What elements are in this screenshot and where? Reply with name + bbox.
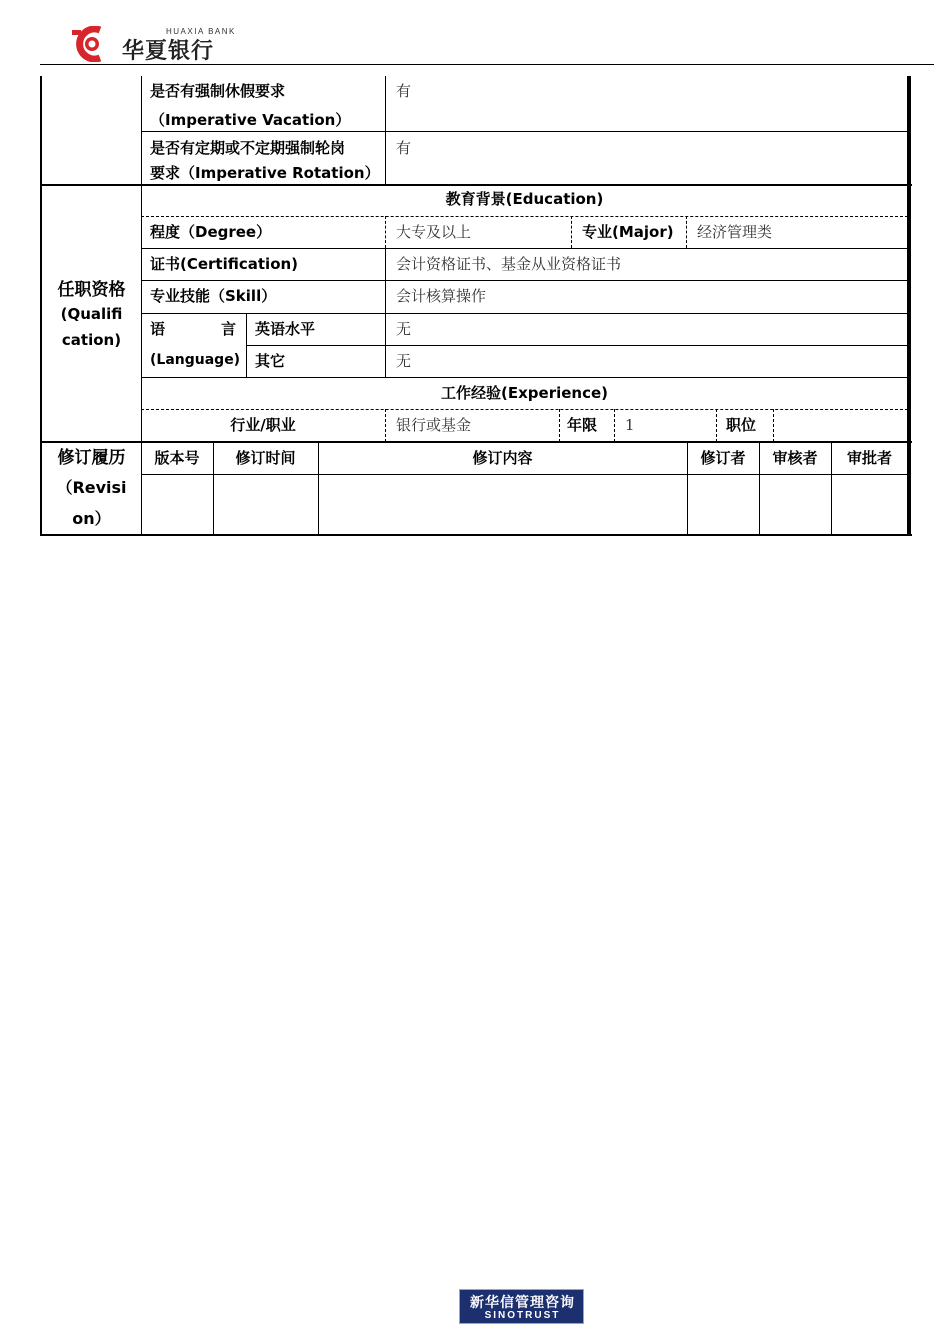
- revision-col-reviser: 修订者: [700, 449, 746, 467]
- revision-section-en-2: on）: [72, 509, 111, 528]
- section-divider: [40, 441, 912, 443]
- grid-line: [141, 76, 142, 184]
- vacation-label-en: （Imperative Vacation）: [150, 111, 351, 129]
- rotation-label-en: 要求（Imperative Rotation）: [150, 164, 380, 182]
- industry-label: 行业/职业: [230, 416, 296, 434]
- certification-value: 会计资格证书、基金从业资格证书: [396, 255, 622, 273]
- grid-line: [571, 216, 572, 248]
- grid-line: [141, 409, 908, 410]
- years-value: 1: [625, 416, 635, 434]
- grid-line: [385, 216, 386, 248]
- degree-label: 程度（Degree）: [150, 223, 272, 241]
- grid-line: [141, 280, 908, 281]
- rotation-value: 有: [396, 139, 412, 157]
- english-level-label: 英语水平: [255, 320, 316, 338]
- page-header: [0, 0, 950, 70]
- language-label-char2: 言: [221, 320, 237, 338]
- brand-name-cn: 华夏银行: [122, 39, 215, 64]
- revision-col-reviewer: 审核者: [772, 449, 818, 467]
- vacation-value: 有: [396, 82, 412, 100]
- footer-brand-en: SINOTRUST: [484, 1310, 561, 1321]
- table-bottom-border: [40, 534, 912, 536]
- header-divider: [40, 64, 934, 65]
- section-divider: [40, 184, 912, 186]
- revision-col-content: 修订内容: [472, 449, 533, 467]
- certification-label: 证书(Certification): [150, 255, 299, 273]
- grid-line: [686, 216, 687, 248]
- qualification-section-en-2: cation): [61, 331, 122, 349]
- grid-line: [385, 248, 386, 377]
- vacation-label: 是否有强制休假要求: [150, 82, 286, 100]
- grid-line: [141, 248, 908, 249]
- rotation-label: 是否有定期或不定期强制轮岗: [150, 139, 346, 157]
- revision-section-en-1: （Revisi: [56, 478, 127, 497]
- revision-section-title: 修订履历: [57, 448, 126, 468]
- grid-line: [141, 313, 908, 314]
- skill-label: 专业技能（Skill）: [150, 287, 277, 305]
- grid-line: [141, 131, 908, 132]
- other-language-value: 无: [396, 352, 412, 370]
- grid-line: [246, 313, 247, 377]
- grid-line: [773, 409, 774, 442]
- grid-line: [141, 216, 908, 217]
- grid-line: [716, 409, 717, 442]
- degree-value: 大专及以上: [396, 223, 472, 241]
- grid-line: [614, 409, 615, 442]
- grid-line: [141, 186, 142, 442]
- major-value: 经济管理类: [697, 223, 773, 241]
- qualification-section-title: 任职资格: [57, 280, 126, 300]
- language-label-char1: 语: [150, 320, 166, 338]
- grid-line: [246, 345, 908, 346]
- skill-value: 会计核算操作: [396, 287, 487, 305]
- revision-col-approver: 审批者: [846, 449, 892, 467]
- grid-line: [559, 409, 560, 442]
- grid-line: [385, 409, 386, 442]
- huaxia-bank-logo-icon: [70, 26, 114, 62]
- footer-brand-cn: 新华信管理咨询: [470, 1295, 575, 1311]
- revision-col-date: 修订时间: [235, 449, 296, 467]
- experience-header: 工作经验(Experience): [441, 384, 608, 402]
- sinotrust-logo: [459, 1289, 584, 1324]
- revision-col-version: 版本号: [154, 449, 200, 467]
- position-label: 职位: [726, 416, 757, 434]
- grid-line: [385, 76, 386, 184]
- qualification-section-en-1: (Qualifi: [60, 305, 123, 323]
- other-language-label: 其它: [255, 352, 286, 370]
- brand-name-en: HUAXIA BANK: [166, 27, 236, 36]
- table-right-border: [907, 76, 911, 536]
- grid-line: [141, 377, 908, 378]
- industry-value: 银行或基金: [396, 416, 472, 434]
- major-label: 专业(Major): [582, 223, 674, 241]
- language-label-en: (Language): [150, 352, 241, 368]
- grid-line: [141, 474, 908, 475]
- education-header: 教育背景(Education): [445, 190, 604, 208]
- years-label: 年限: [567, 416, 598, 434]
- english-level-value: 无: [396, 320, 412, 338]
